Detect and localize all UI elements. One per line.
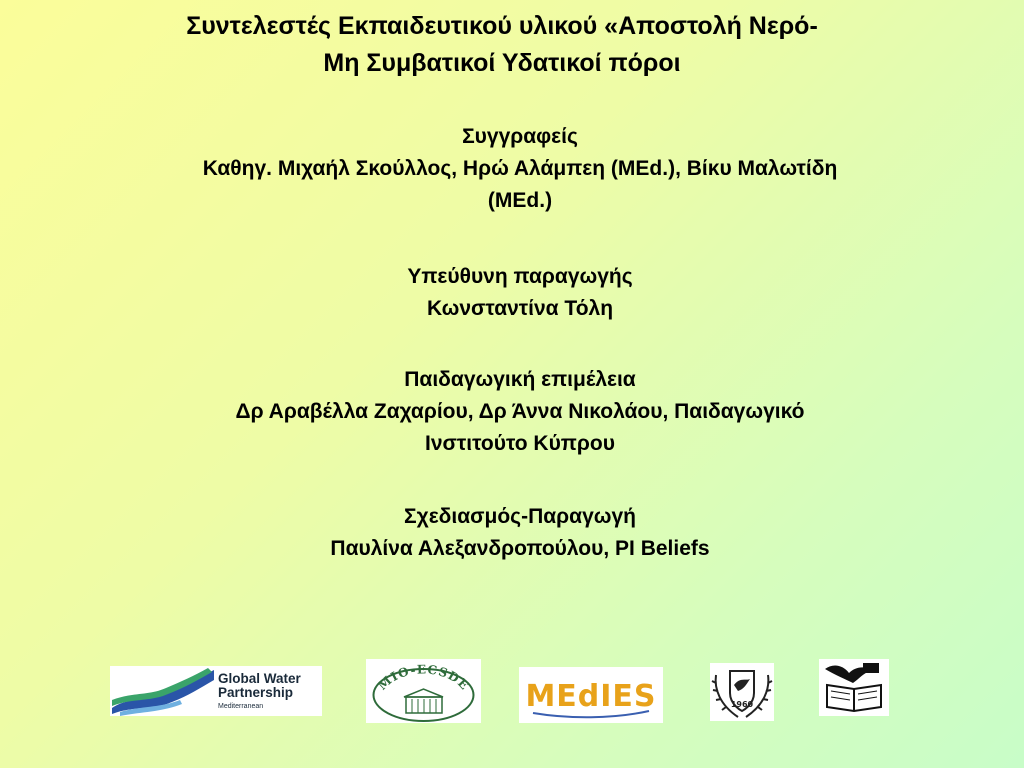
pedagogy-section: [0, 364, 1024, 460]
mio-ecsde-emblem-icon: [366, 659, 481, 723]
gwp-wave-icon: [110, 666, 216, 716]
authors-heading: Συγγραφείς: [462, 125, 578, 148]
title-line-2: Μη Συμβατικοί Υδατικοί πόροι: [323, 49, 681, 77]
dove-shield-icon: [710, 663, 774, 721]
medies-underline-icon: [519, 667, 663, 723]
production-name: Κωνσταντίνα Τόλη: [426, 297, 614, 320]
authors-section: [0, 121, 1024, 217]
pedagogy-line-1: Δρ Αραβέλλα Ζαχαρίου, Δρ Άννα Νικολάου, Παιδαγωγικό: [235, 400, 805, 423]
gwp-line-1: Global Water: [218, 671, 301, 686]
medies-logo: [519, 667, 663, 723]
design-heading: Σχεδιασμός-Παραγωγή: [404, 505, 636, 528]
design-section: [0, 501, 1024, 565]
gwp-logo-text: [218, 672, 301, 714]
cyprus-emblem-logo: [710, 663, 774, 721]
design-name: Παυλίνα Αλεξανδροπούλου, PI Beliefs: [330, 537, 710, 560]
pedagogy-line-2: Ινστιτούτο Κύπρου: [425, 432, 615, 455]
pedagogy-heading: Παιδαγωγική επιμέλεια: [404, 368, 636, 391]
mio-ecsde-text: MIO-ECSDE: [375, 662, 472, 693]
gwp-line-3: Mediterranean: [218, 703, 264, 710]
authors-line-1: Καθηγ. Μιχαήλ Σκούλλος, Ηρώ Αλάμπεη (MEd.), Βίκυ Μαλωτίδη: [202, 157, 838, 180]
pedagogical-institute-logo: [819, 659, 889, 716]
production-heading: Υπεύθυνη παραγωγής: [407, 265, 633, 288]
book-bird-icon: [819, 659, 889, 716]
gwp-line-2: Partnership: [218, 685, 294, 700]
gwp-logo: [110, 666, 322, 716]
title-line-1: Συντελεστές Εκπαιδευτικού υλικού «Αποστολή Νερό-: [186, 12, 818, 40]
medies-text: MEdIES: [525, 679, 657, 714]
authors-line-2: (MEd.): [487, 189, 553, 212]
svg-text:1960: 1960: [730, 700, 754, 709]
document-title: [0, 8, 1024, 82]
mio-ecsde-logo: [366, 659, 481, 723]
production-section: [0, 261, 1024, 325]
